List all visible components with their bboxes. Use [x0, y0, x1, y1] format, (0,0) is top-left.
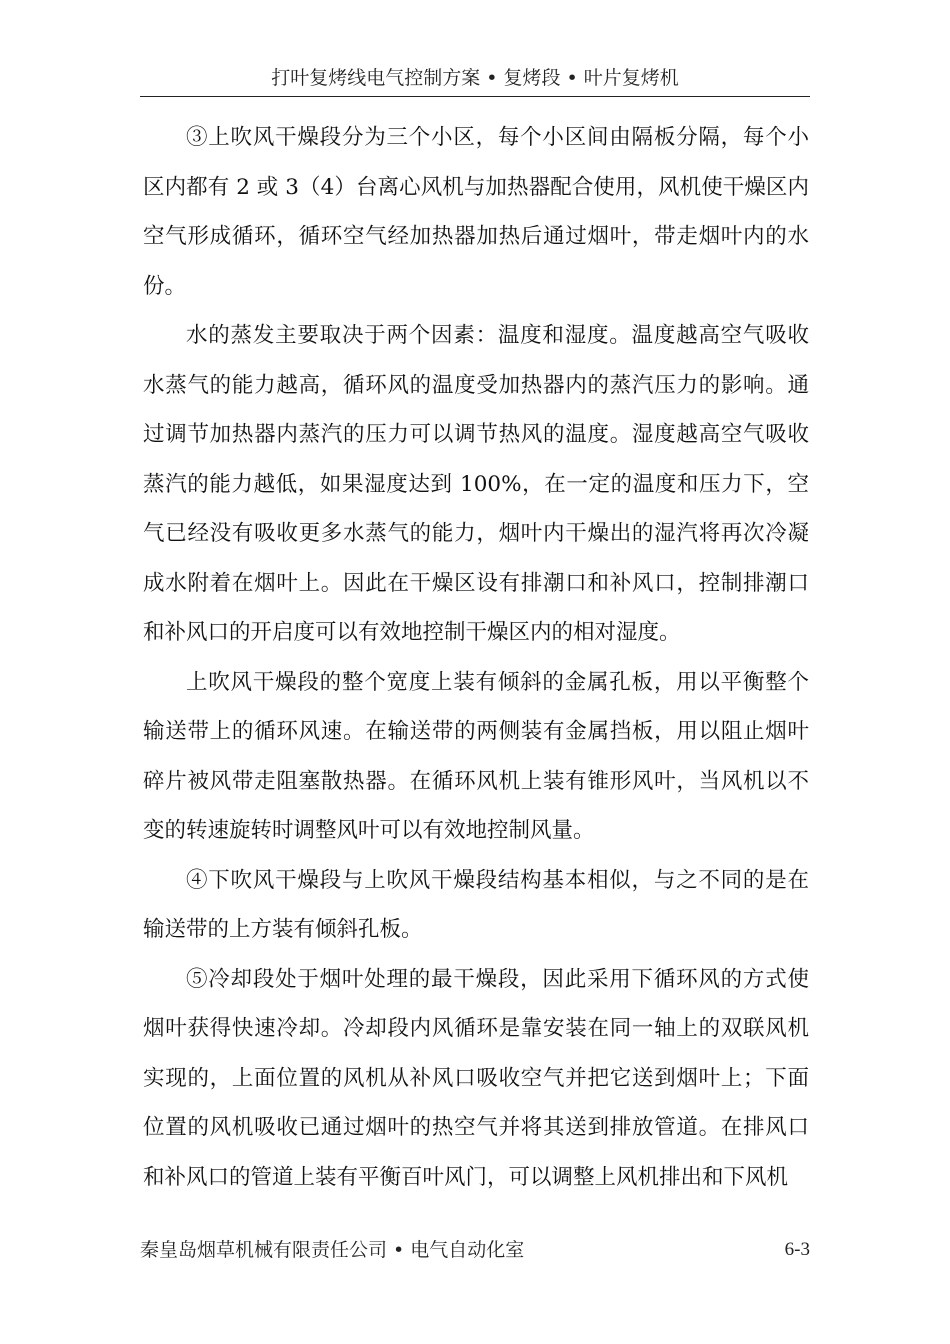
- footer-company: 秦皇岛烟草机械有限责任公司 • 电气自动化室: [140, 1239, 525, 1261]
- paragraph-upper-blow-drying-zone: ③上吹风干燥段分为三个小区，每个小区间由隔板分隔，每个小区内都有 2 或 3（4）台离心风机与加热器配合使用，风机使干燥区内空气形成循环，循环空气经加热器加热后通过烟叶，带走烟叶内的水份。: [143, 125, 809, 299]
- paragraph-cooling-zone: ⑤冷却段处于烟叶处理的最干燥段，因此采用下循环风的方式使烟叶获得快速冷却。冷却段内风循环是靠安装在同一轴上的双联风机实现的，上面位置的风机从补风口吸收空气并把它送到烟叶上；下面位置的风机吸收已通过烟叶的热空气并将其送到排放管道。在排风口和补风口的管道上装有平衡百叶风门，可以调整上风机排出和下风机: [143, 966, 809, 1190]
- page-header: [140, 60, 810, 97]
- page-number: 6-3: [784, 1239, 810, 1260]
- paragraph-perforated-plate: 上吹风干燥段的整个宽度上装有倾斜的金属孔板，用以平衡整个输送带上的循环风速。在输送带的两侧装有金属挡板，用以阻止烟叶碎片被风带走阻塞散热器。在循环风机上装有锥形风叶，当风机以不变的转速旋转时调整风叶可以有效地控制风量。: [143, 669, 809, 843]
- page-footer: [140, 1232, 810, 1268]
- paragraph-water-evaporation: 水的蒸发主要取决于两个因素：温度和湿度。温度越高空气吸收水蒸气的能力越高，循环风的温度受加热器内的蒸汽压力的影响。通过调节加热器内蒸汽的压力可以调节热风的温度。湿度越高空气吸收蒸汽的能力越低，如果湿度达到 100%，在一定的温度和压力下，空气已经没有吸收更多水蒸气的能力，烟叶内干燥出的湿汽将再次冷凝成水附着在烟叶上。因此在干燥区设有排潮口和补风口，控制排潮口和补风口的开启度可以有效地控制干燥区内的相对湿度。: [143, 323, 809, 645]
- paragraph-down-blow-drying-zone: ④下吹风干燥段与上吹风干燥段结构基本相似，与之不同的是在输送带的上方装有倾斜孔板。: [143, 867, 809, 942]
- header-title: 打叶复烤线电气控制方案 • 复烤段 • 叶片复烤机: [271, 67, 679, 89]
- document-body: [143, 113, 809, 1202]
